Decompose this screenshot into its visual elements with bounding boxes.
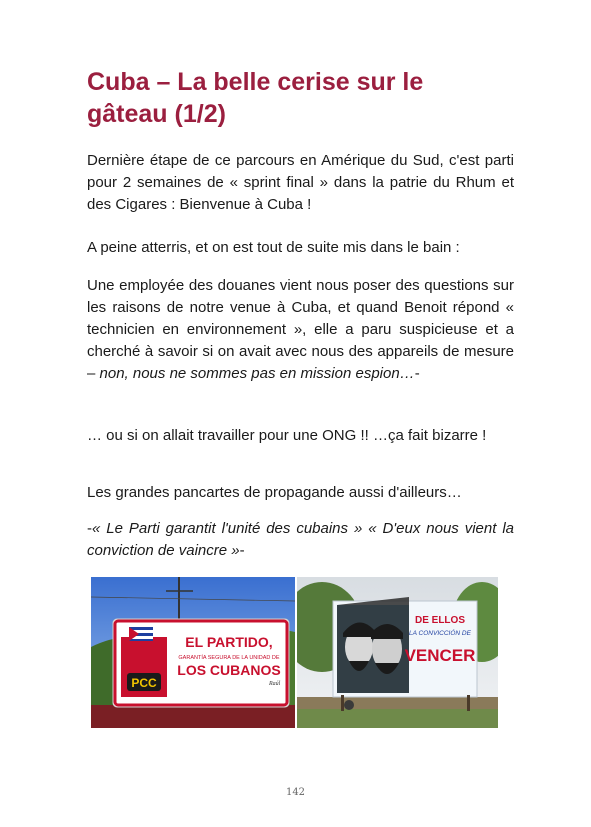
billboard-subline: GARANTÍA SEGURA DE LA UNIDAD DE — [178, 655, 280, 661]
paragraph-intro: Dernière étape de ce parcours en Amérique du Sud, c'est parti pour 2 semaines de « sprint final » dans la patrie du Rhum et des Cigares : Bienvenue à Cuba ! — [87, 152, 514, 213]
vencer-line1: DE ELLOS — [414, 615, 466, 626]
slogans-end: - — [239, 542, 245, 559]
vencer-big-text: VENCER — [404, 646, 476, 665]
paragraph-billboards: Les grandes pancartes de propagande aussi d'ailleurs… — [87, 484, 462, 501]
vencer-line2: LA CONVICCIÓN DE — [409, 630, 471, 637]
customs-aside: non, nous ne sommes pas en mission espion… — [99, 365, 415, 382]
paragraph-customs — [87, 275, 514, 385]
paragraph-ong: … ou si on allait travailler pour une ONG !! …ça fait bizarre ! — [87, 427, 487, 444]
customs-text: Une employée des douanes vient nous poser des questions sur les raisons de notre venue à Cuba, et quand Benoit répond « technicien en environnement », elle a paru suspicieuse et a cherché à savoir si on avait avec nous des appareils de mesure – — [87, 277, 514, 382]
page-title: Cuba – La belle cerise sur le gâteau (1/2) — [87, 68, 424, 128]
billboard-headline: EL PARTIDO, — [185, 634, 273, 650]
page-number: 142 — [285, 787, 306, 798]
billboard-signature: Raúl — [269, 681, 281, 687]
photo-el-partido-billboard — [91, 577, 295, 728]
el-partido-billboard-image — [91, 577, 295, 728]
pcc-logo-text: PCC — [131, 676, 157, 690]
billboard-big-text: LOS CUBANOS — [177, 662, 281, 678]
paragraph-slogans — [87, 518, 514, 562]
customs-end: - — [414, 365, 420, 382]
slogans-start: - — [87, 520, 92, 537]
slogans-quote: « Le Parti garantit l'unité des cubains » « D'eux nous vient la conviction de vaincre » — [87, 520, 514, 559]
paragraph-arrival: A peine atterris, et on est tout de suite mis dans le bain : — [87, 239, 460, 256]
photo-vencer-billboard — [297, 577, 498, 728]
vencer-billboard-image — [297, 577, 498, 728]
